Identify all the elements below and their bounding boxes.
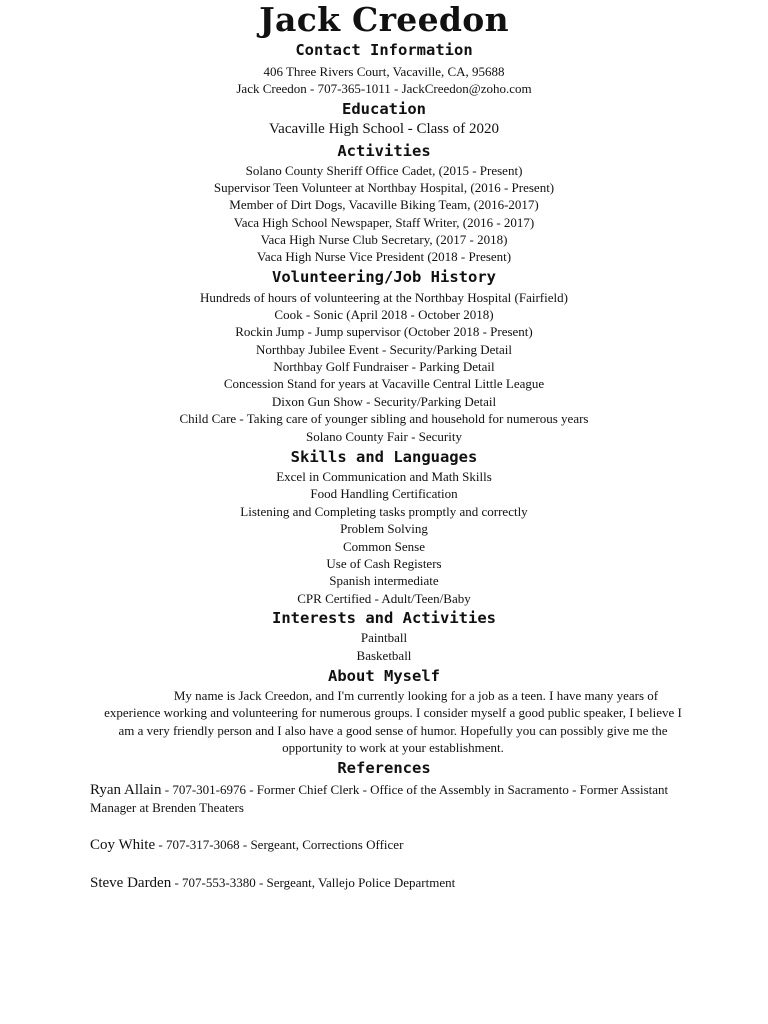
reference-details: - 707-553-3380 - Sergeant, Vallejo Police Department <box>171 875 456 890</box>
list-item: Cook - Sonic (April 2018 - October 2018) <box>274 307 494 322</box>
reference-details: - 707-317-3068 - Sergeant, Corrections Officer <box>155 837 404 852</box>
reference-name: Coy White <box>90 837 156 853</box>
reference-details: - 707-301-6976 - Former Chief Clerk - Office of the Assembly in Sacramento - Former Assistant Manager at Brenden Theaters <box>90 782 669 815</box>
activities-heading: Activities <box>337 142 431 160</box>
list-item: Northbay Jubilee Event - Security/Parking Detail <box>256 342 512 357</box>
list-item: Child Care - Taking care of younger sibling and household for numerous years <box>179 411 589 426</box>
volunteering-heading: Volunteering/Job History <box>272 268 496 286</box>
list-item: Vaca High Nurse Club Secretary, (2017 - 2018) <box>260 232 508 247</box>
list-item: Member of Dirt Dogs, Vacaville Biking Team, (2016-2017) <box>229 197 539 212</box>
list-item: Use of Cash Registers <box>326 556 442 571</box>
reference-name: Steve Darden <box>90 875 172 891</box>
list-item: Listening and Completing tasks promptly and correctly <box>240 504 528 519</box>
list-item: Excel in Communication and Math Skills <box>276 469 492 484</box>
list-item: Basketball <box>356 648 412 663</box>
about-text: My name is Jack Creedon, and I'm currently looking for a job as a teen. I have many years of experience working and volunteering for numerous groups. I consider myself a good public speaker, I believe I am a very friendly person and I also have a good sense of humor. Hopefully you can possibly give me the opportunity to work at your establishment. <box>104 688 682 756</box>
list-item: Solano County Sheriff Office Cadet, (2015 - Present) <box>245 163 523 178</box>
resume-name: Jack Creedon <box>259 0 509 39</box>
list-item: Food Handling Certification <box>310 486 458 501</box>
education-school: Vacaville High School - Class of 2020 <box>269 121 499 137</box>
contact-phone-email: Jack Creedon - 707-365-1011 - JackCreedon@zoho.com <box>236 81 532 96</box>
list-item: Common Sense <box>343 539 425 554</box>
interests-heading: Interests and Activities <box>272 609 496 627</box>
references-heading: References <box>337 759 431 777</box>
list-item: Problem Solving <box>340 521 428 536</box>
reference-item <box>90 836 690 854</box>
reference-item <box>90 874 690 892</box>
list-item: Hundreds of hours of volunteering at the Northbay Hospital (Fairfield) <box>200 290 568 305</box>
list-item: Spanish intermediate <box>329 573 439 588</box>
list-item: Vaca High School Newspaper, Staff Writer, (2016 - 2017) <box>233 215 535 230</box>
list-item: CPR Certified - Adult/Teen/Baby <box>297 591 471 606</box>
list-item: Supervisor Teen Volunteer at Northbay Hospital, (2016 - Present) <box>213 180 555 195</box>
about-heading: About Myself <box>328 667 440 685</box>
skills-heading: Skills and Languages <box>290 448 478 466</box>
list-item: Northbay Golf Fundraiser - Parking Detail <box>273 359 495 374</box>
education-heading: Education <box>342 100 426 118</box>
list-item: Concession Stand for years at Vacaville Central Little League <box>223 376 545 391</box>
list-item: Dixon Gun Show - Security/Parking Detail <box>271 394 497 409</box>
list-item: Solano County Fair - Security <box>306 429 462 444</box>
reference-item <box>90 781 690 816</box>
list-item: Paintball <box>360 630 408 645</box>
about-paragraph <box>100 687 686 757</box>
reference-name: Ryan Allain <box>90 782 162 798</box>
list-item: Rockin Jump - Jump supervisor (October 2018 - Present) <box>235 324 533 339</box>
list-item: Vaca High Nurse Vice President (2018 - Present) <box>256 249 512 264</box>
contact-heading: Contact Information <box>295 41 473 59</box>
contact-address: 406 Three Rivers Court, Vacaville, CA, 95688 <box>263 64 505 79</box>
